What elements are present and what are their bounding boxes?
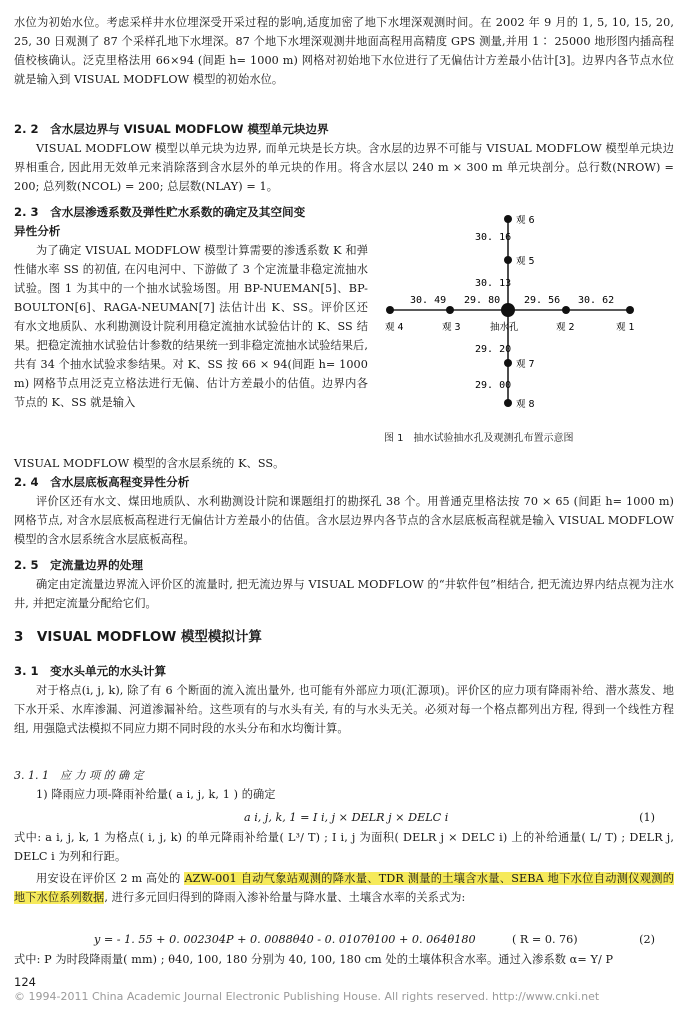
well-8-marker — [504, 399, 512, 407]
section-2-5-text: 确定由定流量边界流入评价区的流量时, 把无流边界与 VISUAL MODFLOW 的“井软件包”相结合, 把无流边界内结点视为注水井, 并把定流量分配给它们。 — [14, 578, 674, 610]
value-well-2: 29. 56 — [524, 295, 561, 306]
section-2-3-text: 为了确定 VISUAL MODFLOW 模型计算需要的渗透系数 K 和弹性储水率 SS 的初值, 在闪电河中、下游做了 3 个定流量非稳定流抽水试验。图 1 为其中的一个抽水试验场图。用 BP-NUEMAN[5]、BP-BOULTON[6]、RAGA-NEUMAN[7] 法估计出 K、SS。评价区还有水文地质队、水利勘测设计院利用稳定流抽水试验估计的 K、SS 结果。把稳定流抽水试验估计参数的结果统一到非稳定流抽水试验结果后, 共有 34 个抽水试验求参结果。对 K、SS 按 66 × 94(间距 h= 1000 m) 网格节点用泛克立格法进行无偏、估计方差最小的估值。边界内各节点的 K、SS 就是输入 — [14, 244, 368, 409]
value-well-8: 29. 00 — [475, 380, 512, 391]
intro-paragraph: 水位为初始水位。考虑采样井水位埋深受开采过程的影响,适度加密了地下水埋深观测时间。在 2002 年 9 月的 1, 5, 10, 15, 20, 25, 30 日观测了 87 个采样孔地下水埋深。87 个地下水埋深观测井地面高程用高精度 GPS 测量,并用 1∶ 25000 地形图内插高程值校核确认。泛克里格法用 66×94 (间距 h= 1000 m) 网格对初始地下水位进行了无偏估计方差最小估计[3]。边界内各节点水位就是输入到 VISUAL MODFLOW 模型的初始水位。 — [14, 16, 674, 86]
label-well-3: 观 3 — [442, 322, 461, 333]
label-well-2: 观 2 — [556, 322, 575, 333]
page-number: 124 — [14, 975, 36, 989]
label-well-5: 观 5 — [516, 256, 535, 267]
label-pumping-well: 抽水孔 — [490, 322, 519, 333]
value-well-4: 30. 49 — [410, 295, 447, 306]
equation-1-number: (1) — [639, 811, 655, 824]
section-3-1-text: 对于格点(i, j, k), 除了有 6 个断面的流入流出量外, 也可能有外部应力项(汇源项)。评价区的应力项有降雨补给、潜水蒸发、地下水开采、水库渗漏、河道渗漏补给。这些项有的与水头有关, 有的与水头无关。必须对每一个格点都列出方程, 得到一个线性方程组, 用强隐式法模拟不同应力期不同时段的水头分布和水均衡计算。 — [14, 684, 674, 735]
section-3-heading: 3 VISUAL MODFLOW 模型模拟计算 — [14, 629, 262, 645]
well-4-marker — [386, 306, 394, 314]
section-2-5-heading: 2. 5 定流量边界的处理 — [14, 558, 143, 572]
value-well-1: 30. 62 — [578, 295, 615, 306]
equation-2-number: (2) — [639, 933, 655, 946]
equation-2-definitions: 式中: P 为时段降雨量( mm) ; θ40, 100, 180 分别为 40, 100, 180 cm 处的土壤体积含水率。通过入渗系数 α= Y/ P — [14, 953, 614, 966]
highlighted-text-1: AZW-001 自动气象站观测的降水量、TDR 测量的土壤含水量、SEBA 地下 — [184, 872, 571, 885]
section-2-3-heading-line2: 异性分析 — [14, 224, 61, 238]
section-2-4-text: 评价区还有水文、煤田地质队、水利勘测设计院和课题组打的勘探孔 38 个。用普通克里格法按 70 × 65 (间距 h= 1000 m) 网格节点, 对含水层底板高程进行无偏估计方差最小的估值。含水层边界内各节点的含水层底板高程就是输入 VISUAL MODFLOW 模型的含水层系统含水层底板高程。 — [14, 495, 674, 546]
highlighted-text-2: 水位自动测仪观测的地下水位系列数据 — [14, 872, 674, 904]
label-well-4: 观 4 — [385, 322, 404, 333]
rainfall-subheading: 1) 降雨应力项-降雨补给量( a i, j, k, 1 ) 的确定 — [36, 788, 276, 801]
section-2-4-heading: 2. 4 含水层底板高程变异性分析 — [14, 475, 190, 489]
copyright-footer: © 1994-2011 China Academic Journal Electronic Publishing House. All rights reserved. http://www.cnki.net — [14, 990, 600, 1003]
label-well-1: 观 1 — [616, 322, 635, 333]
equation-2: y = - 1. 55 + 0. 002304P + 0. 0088θ40 - 0. 0107θ100 + 0. 064θ180 — [94, 933, 476, 946]
equation-1: a i, j, k, 1 = I i, j × DELR j × DELC i — [244, 811, 449, 824]
equation-2-r: ( R = 0. 76) — [512, 933, 578, 946]
regression-intro — [14, 869, 674, 907]
pumping-well-marker — [501, 303, 515, 317]
value-well-5: 30. 13 — [475, 278, 512, 289]
well-5-marker — [504, 256, 512, 264]
regression-intro-post: , 进行多元回归得到的降雨入渗补给量与降水量、土壤含水率的关系式为: — [104, 891, 466, 904]
well-6-marker — [504, 215, 512, 223]
well-7-marker — [504, 359, 512, 367]
section-3-1-1-heading: 3. 1. 1 应 力 项 的 确 定 — [14, 769, 144, 782]
pumping-test-diagram — [380, 207, 680, 422]
figure-1 — [380, 207, 680, 452]
label-well-7: 观 7 — [516, 359, 535, 370]
section-2-3-heading-line1: 2. 3 含水层渗透系数及弹性贮水系数的确定及其空间变 — [14, 205, 306, 219]
label-well-6: 观 6 — [516, 215, 535, 226]
value-well-3: 29. 80 — [464, 295, 501, 306]
well-2-marker — [562, 306, 570, 314]
figure-1-caption: 图 1 抽水试验抽水孔及观测孔布置示意图 — [384, 433, 574, 444]
regression-intro-pre: 用安设在评价区 2 m 高处的 — [36, 872, 185, 885]
value-well-6: 30. 16 — [475, 232, 512, 243]
well-3-marker — [446, 306, 454, 314]
value-well-7: 29. 20 — [475, 344, 512, 355]
section-2-2-text: VISUAL MODFLOW 模型以单元块为边界, 而单元块是长方块。含水层的边界不可能与 VISUAL MODFLOW 模型单元块边界相重合, 因此用无效单元来消除落到含水层外的单元块的作用。将含水层以 240 m × 300 m 单元块剖分。总行数(NROW) = 200; 总列数(NCOL) = 200; 总层数(NLAY) = 1。 — [14, 142, 674, 193]
well-1-marker — [626, 306, 634, 314]
label-well-8: 观 8 — [516, 399, 535, 410]
section-2-2-heading: 2. 2 含水层边界与 VISUAL MODFLOW 模型单元块边界 — [14, 122, 329, 136]
section-3-1-heading: 3. 1 变水头单元的水头计算 — [14, 664, 167, 678]
equation-1-definitions: 式中: a i, j, k, 1 为格点( i, j, k) 的单元降雨补给量( L³/ T) ; I i, j 为面积( DELR j × DELC i) 上的补给通量( L/ T) ; DELR j, DELC i 为列和行距。 — [14, 831, 674, 863]
section-2-3-text-tail: VISUAL MODFLOW 模型的含水层系统的 K、SS。 — [14, 457, 285, 470]
